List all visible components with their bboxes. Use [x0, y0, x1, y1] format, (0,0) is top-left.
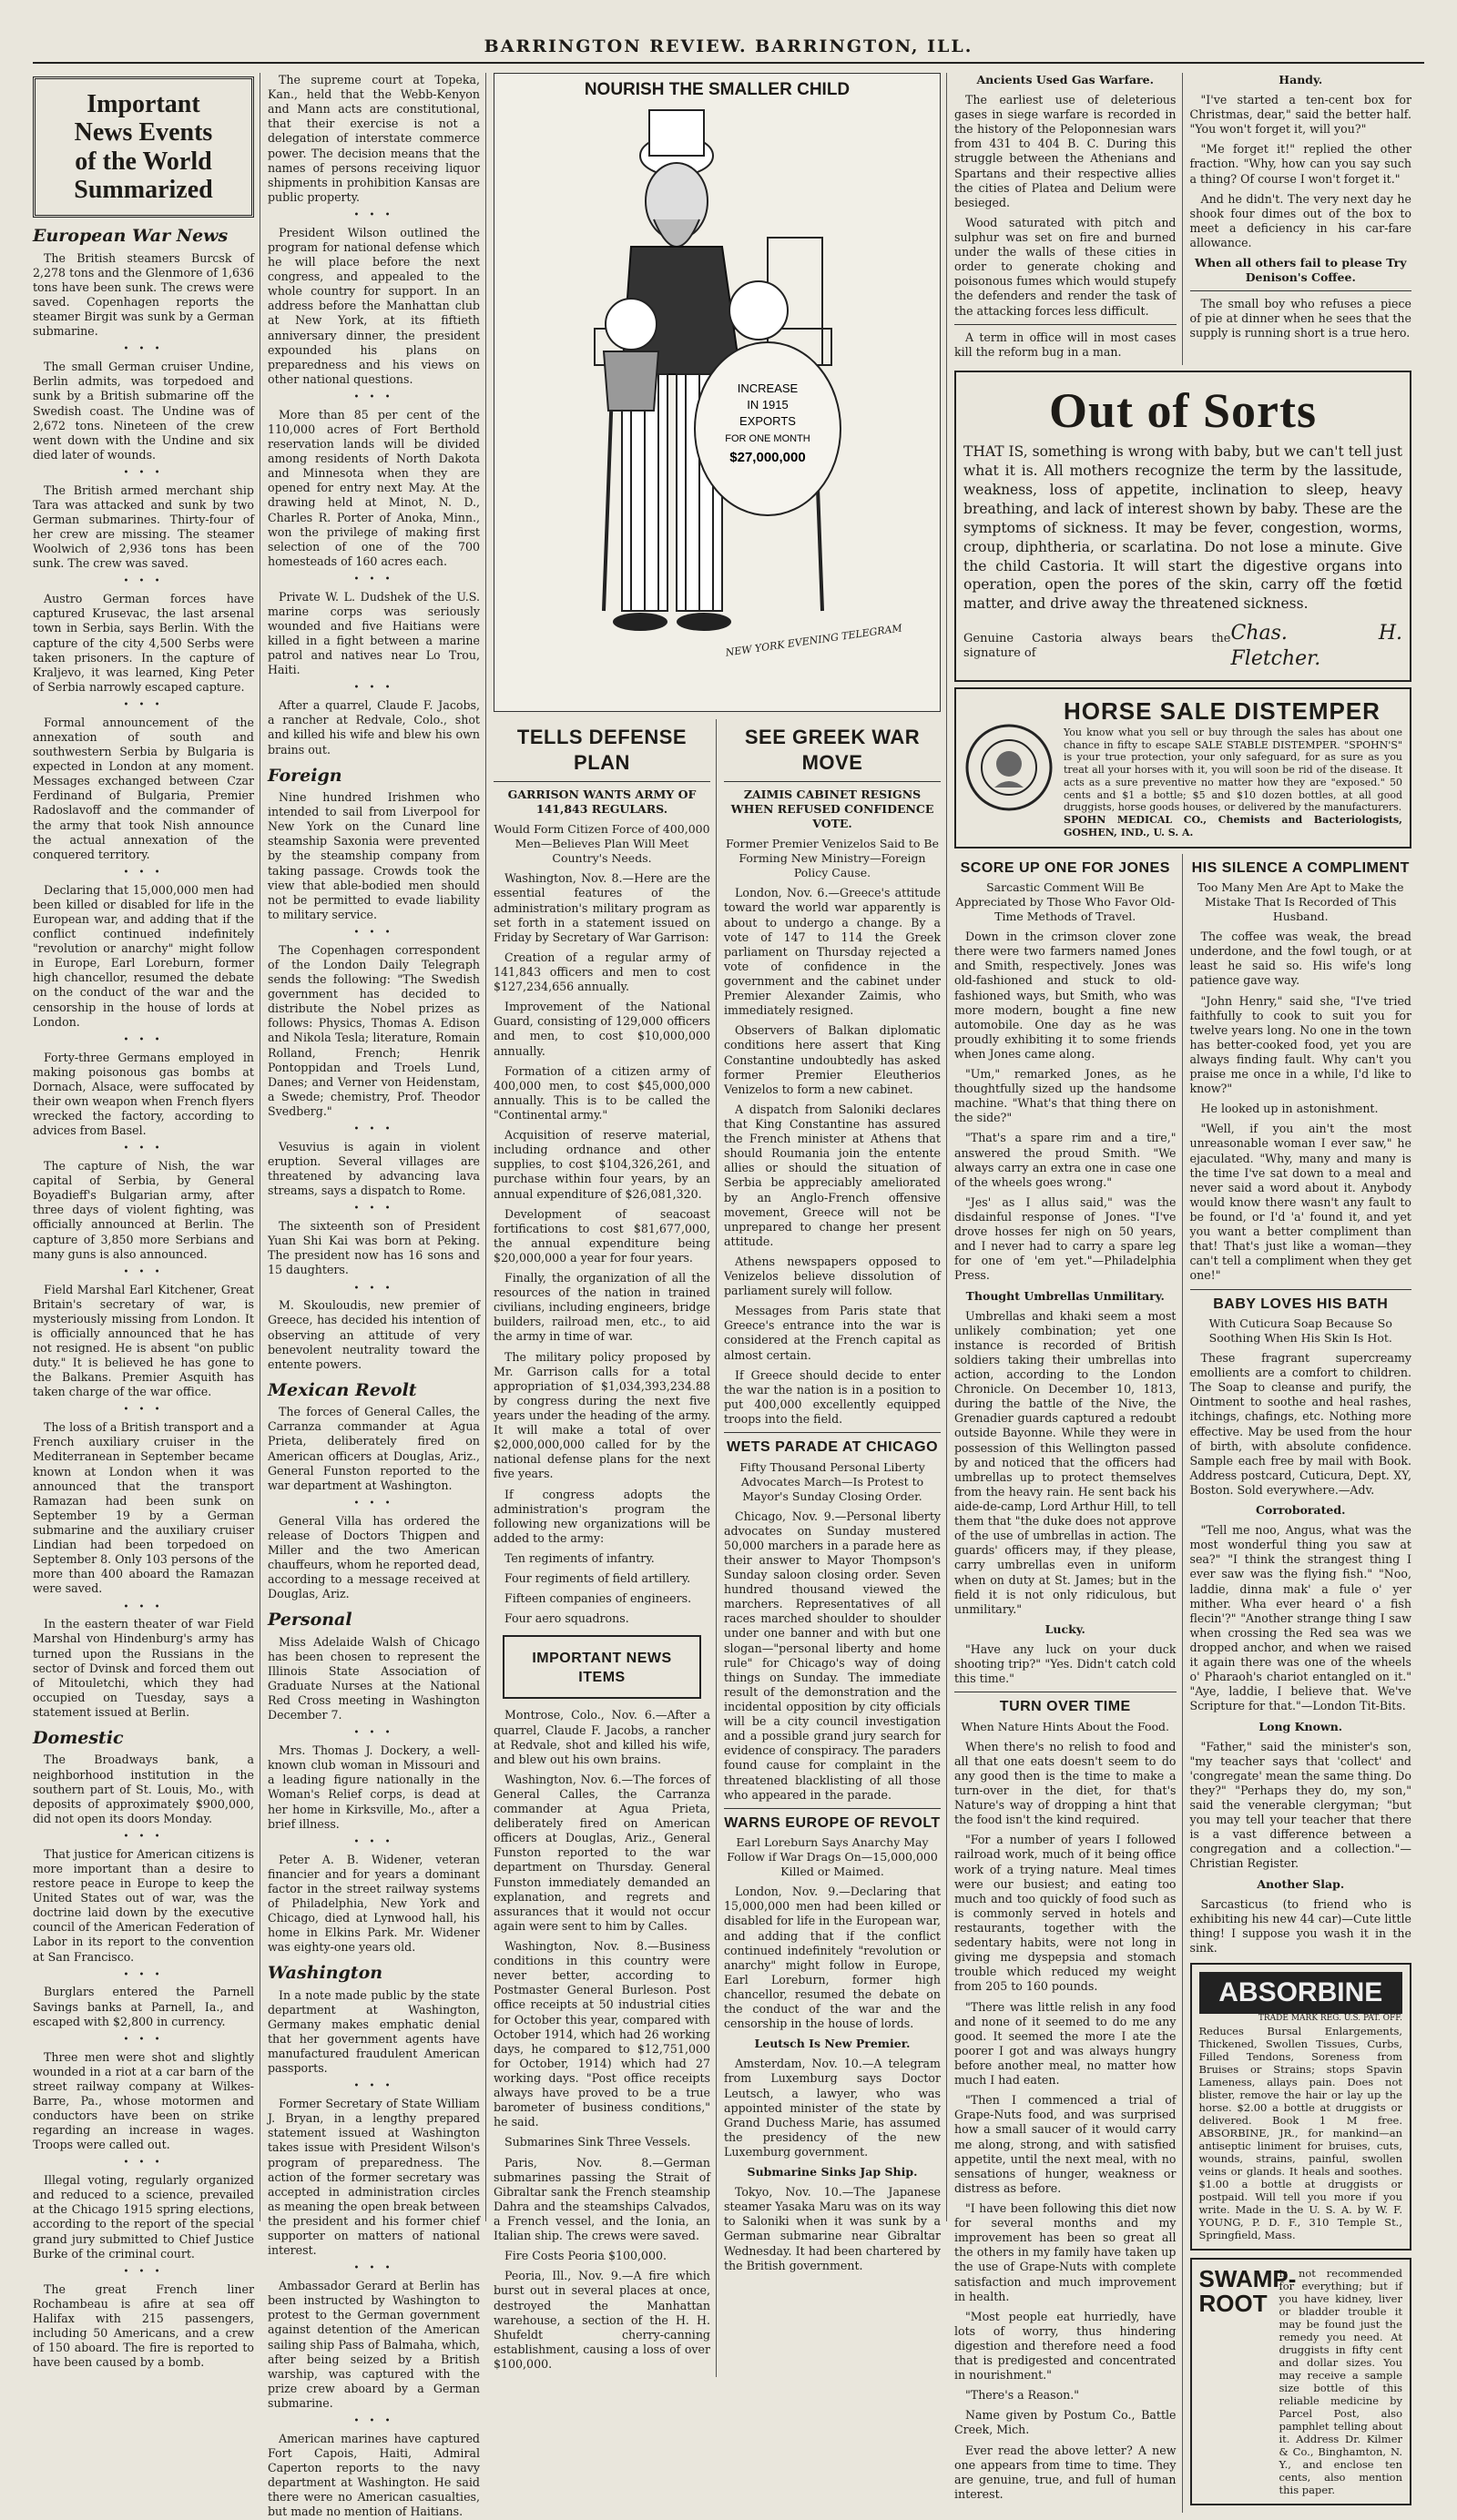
- news-paragraph: London, Nov. 9.—Declaring that 15,000,000 men had been killed or disabled for life in the European war, and adding that if the conflict continued indefinitely "revolution or anarchy" might follow in Europe, Earl Loreburn, former high chancellor, resumed the debate on the conduct of the war and the censorship in the house of lords.: [724, 1885, 941, 2031]
- news-paragraph: A dispatch from Saloniki declares that King Constantine has assured the French minister at Athens that should Roumania join the entente allies or should the situation of Serbia be appreciably ameliorated by an Anglo-French offensive movement, Greece will not be unprepared to change her present attitude.: [724, 1102, 941, 1248]
- joke-text: Sarcasticus (to friend who is exhibiting his new 44 car)—Cute little thing! I suppose you wash it in the sink.: [1189, 1896, 1411, 1955]
- important-news-heading-box: [33, 76, 254, 218]
- news-paragraph: Name given by Postum Co., Battle Creek, Mich.: [954, 2408, 1177, 2437]
- foreign-news-list: [268, 790, 480, 1372]
- spohn-maker: SPOHN MEDICAL CO., Chemists and Bacteriologists, GOSHEN, IND., U. S. A.: [1064, 814, 1402, 838]
- news-paragraph: Athens newspapers opposed to Venizelos believe dissolution of parliament surely will follow.: [724, 1254, 941, 1298]
- defense-subhead-1: GARRISON WANTS ARMY OF 141,843 REGULARS.: [507, 788, 697, 817]
- news-paragraph: Washington, Nov. 8.—Here are the essential features of the administration's military program as set forth in a statement issued on Friday by Secretary of War Garrison:: [494, 871, 710, 944]
- important-news-items-title: IMPORTANT NEWS ITEMS: [532, 1651, 672, 1685]
- separator-dots: • • •: [353, 2263, 394, 2274]
- cartoon: [494, 73, 941, 712]
- news-paragraph: Ambassador Gerard at Berlin has been instructed by Washington to protest to the German government against detention of the American sailing ship Pass of Balmaha, which, after being seized by a British warship, was captured with the prize crew aboard by a German submarine.: [268, 2279, 480, 2410]
- news-paragraph: Observers of Balkan diplomatic conditions here assert that King Constantine undoubtedly has asked former Premier Eleutherios Venizelos to form a new cabinet.: [724, 1023, 941, 1096]
- greek-subhead-2: Former Premier Venizelos Said to Be Forming New Ministry—Foreign Policy Cause.: [726, 837, 939, 880]
- heading-line-1: Important: [87, 90, 200, 118]
- column-5: [954, 854, 1183, 2514]
- spohn-title: HORSE SALE DISTEMPER: [1064, 696, 1381, 725]
- news-paragraph: Four regiments of field artillery.: [504, 1571, 691, 1586]
- separator-dots: • • •: [123, 1831, 164, 1842]
- news-paragraph: Fifteen companies of engineers.: [504, 1591, 692, 1606]
- separator-dots: • • •: [353, 209, 394, 220]
- defense-headline: TELLS DEFENSE PLAN: [516, 726, 688, 775]
- news-paragraph: The military policy proposed by Mr. Garrison calls for a total appropriation of $1,034,393,234.88 by congress during the next five years under the heading of the army. It will make a total of over $2,000,000,000 called for by the national defense plans for the next five years.: [494, 1349, 710, 1481]
- absorbine-body: Reduces Bursal Enlargements, Thickened, Swollen Tissues, Curbs, Filled Tendons, Soreness from Bruises or Strains; stops Spavin Lameness, allays pain. Does not blister, remove the hair or lay up the horse. $2.00 a bottle at druggists or delivered. Book 1 M free. ABSORBINE, JR., for mankind—an antiseptic liniment for bruises, cuts, wounds, strains, painful, swollen veins or glands. It heals and soothes. $1.00 a bottle at druggists or postpaid. Will tell you more if you write. Made in the U. S. A. by W. F. YOUNG, P. D. F., 310 Temple St., Springfield, Mass.: [1198, 2024, 1402, 2242]
- news-paragraph: The forces of General Calles, the Carranza commander at Agua Prieta, deliberately fired on American officers at Douglas, Ariz., General Funston reported to the war department at Washington.: [268, 1405, 480, 1492]
- handy-article: [1190, 93, 1412, 250]
- news-paragraph: The British steamers Burcsk of 2,278 tons and the Glenmore of 1,636 tons have been sunk. The crews were saved. Copenhagen reports the steamer Birgit was sunk by a German submarine.: [33, 250, 254, 339]
- jones-subhead: Sarcastic Comment Will Be Appreciated by Those Who Favor Old-Time Methods of Travel.: [955, 880, 1176, 924]
- news-paragraph: Forty-three Germans employed in making poisonous gas bombs at Dornach, Alsace, were suffocated by their own weapon when French flyers wrecked the factory, according to advices from Basel.: [33, 1050, 254, 1138]
- gas-column: [954, 73, 1183, 365]
- cartoon-illustration: [494, 101, 932, 684]
- handy-headline: Handy.: [1279, 73, 1323, 86]
- news-paragraph: If Greece should decide to enter the war the nation is in a position to put 400,000 excellently equipped troops into the field.: [724, 1367, 941, 1427]
- separator-dots: • • •: [123, 1034, 164, 1045]
- separator-dots: • • •: [353, 1283, 394, 1294]
- news-paragraph: More than 85 per cent of the 110,000 acres of Fort Berthold reservation lands will be divided among residents of North Dakota and Minnesota when they are opened for entry next May. At the drawing held at Minot, N. D., Charles R. Porter of Anoka, Minn., won the privilege of making first selection of one of the 700 homesteads of 160 acres each.: [268, 407, 480, 568]
- news-paragraph: "Then I commenced a trial of Grape-Nuts food, and was surprised how a small saucer of it would carry me along, strong, and with satisfied appetite, until the next meal, with no sensations of hunger, weakness or distress as before.: [954, 2093, 1177, 2195]
- heading-line-4: Summarized: [74, 176, 213, 205]
- revolt-headline: WARNS EUROPE OF REVOLT: [724, 1814, 941, 1831]
- news-paragraph: "Um," remarked Jones, as he thoughtfully sized up the handsome machine. "What's that thing there on the side?": [954, 1067, 1177, 1125]
- news-paragraph: In the eastern theater of war Field Marshal von Hindenburg's army has turned upon the Russians in the sector of Dvinsk and forced them out of Mitouletchi, which they had occupied on Tuesday, says a statement issued at Berlin.: [33, 1617, 254, 1720]
- cartoon-title: NOURISH THE SMALLER CHILD: [584, 80, 851, 99]
- absorbine-tm: TRADE MARK REG. U.S. PAT. OFF.: [1258, 2014, 1402, 2024]
- washington-top-list: [268, 73, 480, 757]
- silence-article: [1190, 930, 1412, 1284]
- spohn-body: You know what you sell or buy through the sales has about one chance in fifty to escape SALE STABLE DISTEMPER. "SPOHN'S" is your true protection, your only safeguard, for as sure as you treat all your horses with it, you will soon be rid of the disease. It acts as a sure preventive no matter how they are "exposed." 50 cents and $1 a bottle; $5 and $10 dozen bottles, at all good druggists, horse goods houses, or delivered by the manufacturers.: [1064, 726, 1402, 814]
- news-paragraph: "There was little relish in any food and none of it seemed to do me any good. It seemed the more I ate the poorer I got and was always hungry before another meal, no matter how much I had eaten.: [954, 1999, 1177, 2088]
- section-mexican: Mexican Revolt: [268, 1379, 417, 1400]
- news-paragraph: Fire Costs Peoria $100,000.: [504, 2249, 667, 2263]
- separator-dots: • • •: [123, 467, 164, 478]
- news-paragraph: Illegal voting, regularly organized and reduced to a science, prevailed at the Chicago 1915 spring elections, according to the report of the special grand jury submitted to Chief Justice Burke of the criminal court.: [33, 2173, 254, 2261]
- news-paragraph: "I have been following this diet now for several months and my improvement has been so great all the others in my family have taken up the use of Grape-Nuts with complete satisfaction and much improvement in health.: [954, 2200, 1177, 2303]
- news-paragraph: Austro German forces have captured Krusevac, the last arsenal town in Serbia, says Berlin. With the capture of the city 4,500 Serbs were taken prisoners. In the capture of Kraljevo, it was learned, King Peter of Serbia narrowly escaped capture.: [33, 592, 254, 694]
- separator-dots: • • •: [123, 2266, 164, 2277]
- news-paragraph: Formal announcement of the annexation of south and southwestern Serbia by Bulgaria is expected in London at any moment. Messages exchanged between Czar Ferdinand of Bulgaria, Premier Radoslavoff and the commander of the army that took Nish announce the actual annexation of the conquered territory.: [33, 715, 254, 861]
- news-paragraph: "Well, if you ain't the most unreasonable woman I ever saw," he ejaculated. "Why, many and many is the time I've sat down to a meal and never said a word about it. Anybody would know there wasn't any fault to be found, or I'd 'a' found it, and yet you want a better compliment than that! That's just like a woman—they can't tell a compliment when they get one!": [1189, 1122, 1411, 1283]
- food-article: [954, 1740, 1177, 2502]
- news-paragraph: The sixteenth son of President Yuan Shi Kai was born at Peking. The president now has 16 sons and 15 daughters.: [268, 1219, 480, 1277]
- jones-article: [954, 930, 1177, 1284]
- castoria-title: Out of Sorts: [1049, 382, 1317, 438]
- separator-dots: • • •: [353, 1728, 394, 1739]
- leutsch-headline: Leutsch Is New Premier.: [754, 2037, 911, 2051]
- news-paragraph: Private W. L. Dudshek of the U.S. marine corps was seriously wounded and five Haitians were killed in a fight between a marine patrol and natives near Lo Trou, Haiti.: [268, 589, 480, 677]
- columns: [33, 73, 1424, 2519]
- castoria-sig-label: Genuine Castoria always bears the signature of: [963, 631, 1231, 661]
- sack-line-4: FOR ONE MONTH: [725, 433, 810, 445]
- swamp-root-title: SWAMP-ROOT: [1198, 2265, 1297, 2318]
- sack-line-1: INCREASE: [737, 381, 799, 396]
- column-5-6: [954, 73, 1417, 2501]
- separator-dots: • • •: [353, 1836, 394, 1847]
- separator-dots: • • •: [353, 391, 394, 402]
- news-paragraph: The coffee was weak, the bread underdone, and the fowl tough, or at least he said so. His wife's long patience gave way.: [1189, 930, 1411, 988]
- handy-filler: The small boy who refuses a piece of pie at dinner when he sees that the supply is running short is a true hero.: [1189, 297, 1411, 340]
- castoria-signature-row: [963, 621, 1402, 672]
- news-paragraph: "Jes' as I allus said," was the disdainful response of Jones. "I've drove hosses fer nigh on 50 years, and I never had to carry a spare leg for one of 'em yet."—Philadelphia Press.: [954, 1194, 1177, 1283]
- joke-title: Another Slap.: [1257, 1876, 1345, 1891]
- leutsch-article: Amsterdam, Nov. 10.—A telegram from Luxemburg says Doctor Leutsch, a lawyer, who was appointed minister of the state by Grand Duchess Marie, has assumed the presidency of the new Luxemburg government.: [724, 2057, 941, 2159]
- news-paragraph: He looked up in astonishment.: [1200, 1102, 1379, 1116]
- news-paragraph: Declaring that 15,000,000 men had been killed or disabled for life in the European war, and adding that if the conflict continued indefinitely "revolution or anarchy" might follow in Europe, Earl Loreburn, former high chancellor, resumed the debate on the conduct of the war and the censorship in the house of lords at London.: [33, 882, 254, 1029]
- news-paragraph: If congress adopts the administration's program the following new organizations will be added to the army:: [494, 1487, 710, 1545]
- news-paragraph: Peter A. B. Widener, veteran financier and for years a dominant factor in the street railway systems of Philadelphia, New York and Chicago, died at Lynwood hall, his home in Elkins Park. Mr. Widener was eighty-one years old.: [268, 1852, 480, 1955]
- defense-subhead-2: Would Form Citizen Force of 400,000 Men—Believes Plan Will Meet Country's Needs.: [494, 822, 710, 866]
- section-personal: Personal: [268, 1610, 352, 1631]
- sack-line-3: EXPORTS: [739, 414, 796, 429]
- news-paragraph: Burglars entered the Parnell Savings banks at Parnell, Ia., and escaped with $2,800 in currency.: [33, 1985, 254, 2028]
- section-domestic: Domestic: [33, 1728, 124, 1749]
- separator-dots: • • •: [353, 1204, 394, 1214]
- wets-article: [724, 1509, 941, 1803]
- section-european: European War News: [33, 226, 229, 247]
- news-paragraph: Down in the crimson clover zone there were two farmers named Jones and Smith, respectively. Jones was old-fashioned and stuck to old-fashioned ways, but Smith, who was more modern, bought a fine new automobile. One day as he was proudly exhibiting it to some friends when Jones came along.: [954, 930, 1177, 1061]
- cartoon-credit: NEW YORK EVENING TELEGRAM: [725, 622, 903, 659]
- column-4: [724, 719, 941, 2377]
- japship-headline: Submarine Sinks Jap Ship.: [747, 2165, 918, 2180]
- separator-dots: • • •: [123, 576, 164, 587]
- joke-title: Long Known.: [1258, 1719, 1343, 1733]
- news-paragraph: After a quarrel, Claude F. Jacobs, a rancher at Redvale, Colo., shot and killed his wife and blew his own brains out.: [268, 698, 480, 757]
- news-paragraph: Development of seacoast fortifications to cost $81,677,000, the annual expenditure being $20,000,000 a year for four years.: [494, 1206, 710, 1265]
- gas-article: [954, 93, 1177, 319]
- news-paragraph: Washington, Nov. 8.—Business conditions in this country were never better, according to Postmaster General Burleson. Post office receipts at 50 industrial cities for October this year, compared with October 1914, which had 26 working days, he compared to $12,751,000 for October, 1914) which had 27 working days. "Post office receipts always have proved to be a true barometer of business conditions," he said.: [494, 1939, 710, 2129]
- news-paragraph: "For a number of years I followed railroad work, much of it being office work of a trying nature. Meal times were our busiest; and eating too much and too quickly of food such as is commonly served in hotels and restaurants, together with the sedentary habits, were not long in giving me dyspepsia and stomach trouble which reduced my weight from 205 to 160 pounds.: [954, 1833, 1177, 1994]
- news-paragraph: The Broadways bank, a neighborhood institution in the southern part of St. Louis, Mo., with deposits of approximately $900,000, did not open its doors Monday.: [33, 1753, 254, 1825]
- news-paragraph: The capture of Nish, the war capital of Serbia, by General Boyadieff's Bulgarian army, after three days of violent fighting, was officially announced at Berlin. The capture of 3,850 more Serbians and many guns is also announced.: [33, 1159, 254, 1261]
- separator-dots: • • •: [123, 344, 164, 355]
- news-paragraph: The Copenhagen correspondent of the London Daily Telegraph sends the following: "The Swedish government has decided to distribute the Nobel prizes as follows: Physics, Thomas A. Edison and Nikola Tesla; literature, Romain Rolland, French; Henrik Pontoppidan and Troels Lund, Danes; and Verner von Heidenstam, a Swede; chemistry, Prof. Theodor Svedberg.": [268, 942, 480, 1118]
- gas-headline: Ancients Used Gas Warfare.: [976, 73, 1154, 86]
- news-paragraph: That justice for American citizens is more important than a desire to restore peace in Europe to keep the United States out of war, was the doctrine laid down by the executive council of the American Federation of Labor in its report to the convention at San Francisco.: [33, 1846, 254, 1964]
- news-paragraph: Formation of a citizen army of 400,000 men, to cost $45,000,000 annually. This is to be called the "Continental army.": [494, 1063, 710, 1122]
- separator-dots: • • •: [353, 1124, 394, 1135]
- joke-text: "Tell me noo, Angus, what was the most wonderful thing you saw at sea?" "I think the strangest thing I ever saw was the flying fish." "Noo, laddie, dinna mak' a fule o' yer mither. Wha ever heard o' a fish flecin'?" "Another strange thing I saw when crossing the Red sea was we dropped anchor, and when we raised it again there was one of the wheels o' Pharaoh's chariot entangled on it." "Aye, laddie, I believe that. We've Scripture for that."—London Tit-Bits.: [1189, 1523, 1411, 1713]
- absorbine-title: ABSORBINE: [1199, 1972, 1403, 2014]
- joke-text: "Father," said the minister's son, "my teacher says that 'collect' and 'congregate' mean the same thing. Do they?" "Perhaps they do, my son," said the venerable clergyman; "but you may tell your teacher that there is a vast difference between a congregation and a collection."—Christian Register.: [1189, 1739, 1411, 1871]
- japship-article: Tokyo, Nov. 10.—The Japanese steamer Yasaka Maru was on its way to Saloniki when it was sunk by a German submarine near Gibraltar Wednesday. It had been chartered by the British government.: [724, 2185, 941, 2272]
- sack-line-5: $27,000,000: [729, 450, 806, 466]
- section-washington: Washington: [268, 1963, 383, 1984]
- news-paragraph: And he didn't. The very next day he shook four dimes out of the box to meet a deficiency in his car-fare allowance.: [1189, 191, 1411, 249]
- jokes-list: [1190, 1503, 1412, 1956]
- greek-article: [724, 886, 941, 1427]
- spohn-seal-icon: [963, 722, 1055, 813]
- news-paragraph: Submarines Sink Three Vessels.: [504, 2135, 691, 2149]
- column-3-4: [494, 73, 947, 2371]
- news-paragraph: Montrose, Colo., Nov. 6.—After a quarrel, Claude F. Jacobs, a rancher at Redvale, shot and killed his wife, and blew out his own brains.: [494, 1708, 710, 1766]
- separator-dots: • • •: [353, 927, 394, 938]
- news-paragraph: Three men were shot and slightly wounded in a riot at a car barn of the street railway company at Wilkes-Barre, Pa., whose motormen and conductors have been on strike regarding an increase in wages. Troops were called out.: [33, 2049, 254, 2152]
- news-paragraph: Nine hundred Irishmen who intended to sail from Liverpool for New York on the Cunard line steamship Saxonia were prevented by the steamship company from taking passage. Crowds took the view that able-bodied men should not be permitted to evade liability to military service.: [268, 789, 480, 921]
- news-paragraph: "Most people eat hurriedly, have lots of worry, thus hindering digestion and therefore need a food that is predigested and concentrated in nourishment.": [954, 2309, 1177, 2383]
- european-news-list: [33, 251, 254, 1720]
- spohn-ad: [954, 687, 1411, 848]
- jones-headline: SCORE UP ONE FOR JONES: [960, 859, 1170, 876]
- wets-headline: WETS PARADE AT CHICAGO: [726, 1439, 939, 1456]
- news-paragraph: General Villa has ordered the release of Doctors Thigpen and Miller and the two American chauffeurs, whom he reported dead, according to a message received at Douglas, Ariz.: [268, 1513, 480, 1601]
- section-foreign: Foreign: [268, 765, 342, 786]
- column-6: [1190, 854, 1412, 2514]
- swamp-root-ad: [1190, 2258, 1412, 2505]
- news-paragraph: "That's a spare rim and a tire," answered the proud Smith. "We always carry an extra one in case one of the wheels goes wrong.": [954, 1131, 1177, 1189]
- separator-dots: • • •: [123, 867, 164, 878]
- news-paragraph: "John Henry," said she, "I've tried faithfully to cook to suit you for twelve years long. No one in the town has better-cooked food, yet you are always finding fault. Why can't you praise me once in a while, I'd like to know?": [1189, 993, 1411, 1096]
- spohn-text: [1064, 696, 1402, 839]
- castoria-body: THAT IS, something is wrong with baby, but we can't tell just what it is. All mothers recognize the term by the lassitude, weakness, loss of appetite, inclination to sleep, heavy breathing, and lack of interest shown by baby. These are the symptoms of sickness. It may be fever, congestion, worms, croup, diphtheria, or scarlatina. Do not lose a minute. Give the child Castoria. It will start the digestive organs into operation, open the pores of the skin, carry off the fœtid matter, and drive away the threatened sickness.: [963, 442, 1402, 613]
- separator-dots: • • •: [123, 2034, 164, 2045]
- important-items-article: [494, 1708, 710, 2372]
- news-paragraph: Paris, Nov. 8.—German submarines passing the Strait of Gibraltar sank the French steamship Dahra and the steamships Calvados, a French vessel, and the Ionia, an Italian ship. The crews were saved.: [494, 2155, 710, 2243]
- important-news-items-box: [503, 1635, 701, 1699]
- separator-dots: • • •: [123, 1969, 164, 1980]
- sack-line-2: IN 1915: [747, 398, 789, 412]
- news-paragraph: The loss of a British transport and a French auxiliary cruiser in the Mediterranean in September became known at London when it was announced that the transport Ramazan had been sunk on September 19 by a German submarine and the auxiliary cruiser Lindian had been torpedoed on September 8. Only 103 persons of the more than 400 aboard the Ramazan were saved.: [33, 1420, 254, 1596]
- bath-subhead: With Cuticura Soap Because So Soothing When His Skin Is Hot.: [1208, 1316, 1392, 1346]
- news-paragraph: Four aero squadrons.: [504, 1611, 629, 1626]
- news-paragraph: Acquisition of reserve material, including ordnance and other supplies, to cost $104,326,261, and purchase within four years, by an annual expenditure of $26,081,320.: [494, 1128, 710, 1201]
- swamp-root-body: is not recommended for everything; but if you have kidney, liver or bladder trouble it may be found just the remedy you need. At druggists in fifty cent and dollar sizes. You may receive a sample size bottle of this reliable medicine by Parcel Post, also pamphlet telling about it. Address Dr. Kilmer & Co., Binghamton, N. Y., and enclose ten cents, also mention this paper.: [1279, 2267, 1402, 2497]
- news-paragraph: Former Secretary of State William J. Bryan, in a lengthy prepared statement issued at Washington takes issue with President Wilson's program of preparedness. The action of the former secretary was accepted in administration circles as meaning the open break between the president and his former chief supporter on matters of national interest.: [268, 2097, 480, 2258]
- news-paragraph: Wood saturated with pitch and sulphur was set on fire and burned under the walls of these cities in order to generate choking and poisonous fumes which would stupefy the defenders and render the task of the attacking forces less difficult.: [954, 215, 1177, 318]
- news-paragraph: "Me forget it!" replied the other fraction. "Why, how can you say such a thing? Of course I won't forget it.": [1189, 142, 1411, 186]
- news-paragraph: Improvement of the National Guard, consisting of 129,000 officers and men, to cost $10,000,000 annually.: [494, 1000, 710, 1058]
- separator-dots: • • •: [353, 1498, 394, 1509]
- masthead: BARRINGTON REVIEW. BARRINGTON, ILL.: [33, 36, 1424, 64]
- heading-line-3: of the World: [75, 147, 212, 176]
- heading-line-2: News Events: [74, 118, 213, 147]
- silence-subhead: Too Many Men Are Apt to Make the Mistake That Is Recorded of This Husband.: [1197, 880, 1404, 924]
- separator-dots: • • •: [123, 1405, 164, 1416]
- umbrella-headline: Thought Umbrellas Unmilitary.: [965, 1288, 1165, 1303]
- revolt-article: [724, 1885, 941, 2031]
- news-paragraph: The supreme court at Topeka, Kan., held that the Webb-Kenyon and Mann acts are constitutional, that their exercise is not a delegation of interstate commerce power. The decision means that the names of persons receiving liquor shipments in prohibition Kansas are public property.: [268, 73, 480, 204]
- news-paragraph: The British armed merchant ship Tara was attacked and sunk by two German submarines. Thirty-four of her crew are missing. The steamer Woolwich of 2,936 tons has been sunk. The crew was saved.: [33, 483, 254, 571]
- news-paragraph: Vesuvius is again in violent eruption. Several villages are threatened by advancing lava streams, says a dispatch to Rome.: [268, 1139, 480, 1198]
- separator-dots: • • •: [353, 574, 394, 584]
- coffee-ad: When all others fail to please Try Denison's Coffee.: [1194, 256, 1407, 285]
- news-paragraph: President Wilson outlined the program for national defense which he will place before the next congress, and appealed to the whole country for support. In an address before the Manhattan club at New York, at its fiftieth anniversary dinner, the president expounded his plans on preparedness and his views on other national questions.: [268, 225, 480, 386]
- silence-headline: HIS SILENCE A COMPLIMENT: [1191, 859, 1410, 876]
- news-paragraph: The earliest use of deleterious gases in siege warfare is recorded in the history of the Peloponnesian wars from 431 to 404 B. C. During this struggle between the Athenians and Spartans and their respective allies the cities of Platea and Delium were besieged.: [954, 93, 1177, 209]
- separator-dots: • • •: [353, 683, 394, 694]
- column-3: [494, 719, 717, 2377]
- defense-article: [494, 871, 710, 1626]
- column-2: [268, 73, 486, 2519]
- castoria-signature: Chas. H. Fletcher.: [1230, 622, 1402, 671]
- news-paragraph: Mrs. Thomas J. Dockery, a well-known club woman in Missouri and a leading figure nationally in the Woman's Relief corps, is dead at her home in Kirksville, Mo., after a brief illness.: [268, 1743, 480, 1831]
- umbrella-article: Umbrellas and khaki seem a most unlikely combination; yet one instance is recorded of British soldiers taking their umbrellas into action, according to the London Chronicle. On December 10, 1813, during the battle of the Nive, the Grenadier guards captured a redoubt outside Bayonne. While they were in possession of this Wellington passed by and noticed that the officers had umbrellas up to protect themselves from the heavy rain. He sent back his aide-de-camp, Lord Arthur Hill, to tell them that "the duke does not approve of the use of umbrellas in action. The guards' officers may, if they please, carry umbrellas even in uniform when on duty at St. James; but in the field it is not only ridiculous, but unmilitary.": [954, 1308, 1177, 1616]
- news-paragraph: In a note made public by the state department at Washington, Germany makes emphatic denial that her government agents have manufactured fraudulent American passports.: [268, 1987, 480, 2076]
- bath-article: These fragrant supercreamy emollients are a comfort to children. The Soap to cleanse and purify, the Ointment to soothe and heal rashes, itchings, chafings, etc. Nothing more effective. May be used from the hour of birth, with absolute confidence. Sample each free by mail with Book. Address postcard, Cuticura, Dept. XY, Boston. Sold everywhere.—Adv.: [1189, 1351, 1411, 1498]
- news-paragraph: Peoria, Ill., Nov. 9.—A fire which burst out in several places at once, destroyed the Manhattan warehouse, a section of the H. H. Shufeldt cherry-canning establishment, causing a loss of over $100,000.: [494, 2269, 710, 2371]
- food-subhead: When Nature Hints About the Food.: [961, 1719, 1170, 1733]
- news-paragraph: Finally, the organization of all the resources of the nation in trained civilians, including engineers, bridge builders, railroad men, etc., to aid the army in time of war.: [494, 1271, 710, 1344]
- news-paragraph: "There's a Reason.": [965, 2388, 1080, 2403]
- revolt-subhead: Earl Loreburn Says Anarchy May Follow if War Drags On—15,000,000 Killed or Maimed.: [727, 1835, 938, 1879]
- news-paragraph: Ever read the above letter? A new one appears from time to time. They are genuine, true, and full of human interest.: [954, 2443, 1177, 2501]
- news-paragraph: Field Marshal Earl Kitchener, Great Britain's secretary of war, is mysteriously missing from London. It is officially announced that he has not resigned. He is absent "on public duty." It is believed he has gone to the Balkans. Premier Asquith has taken charge of the war office.: [33, 1282, 254, 1399]
- separator-dots: • • •: [123, 699, 164, 710]
- top-shorts: [954, 73, 1411, 365]
- bottom-columns: [954, 854, 1411, 2514]
- news-paragraph: When there's no relish to food and all that one eats doesn't seem to do any good then is the time to make a turn-over in the diet, for that's Nature's way of dropping a hint that the food isn't the kind required.: [954, 1739, 1177, 1827]
- subcolumns: [494, 719, 941, 2377]
- news-paragraph: M. Skouloudis, new premier of Greece, has decided his intention of observing an attitude of very benevolent neutrality toward the entente powers.: [268, 1298, 480, 1371]
- news-paragraph: American marines have captured Fort Capois, Haiti, Admiral Caperton reports to the navy department at Washington. He said there were no American casualties, but made no mention of Haitians.: [268, 2431, 480, 2519]
- joke-title: Corroborated.: [1256, 1503, 1346, 1518]
- greek-headline: SEE GREEK WAR MOVE: [744, 726, 921, 775]
- mexican-news-list: [268, 1405, 480, 1601]
- handy-column: [1190, 73, 1412, 365]
- absorbine-ad: [1190, 1963, 1412, 2251]
- news-paragraph: London, Nov. 6.—Greece's attitude toward the world war apparently is about to undergo a change. By a vote of 147 to 114 the Greek parliament on Thursday rejected a vote of confidence in the government and the cabinet under Premier Alexander Zaimis, who immediately resigned.: [724, 886, 941, 1018]
- personal-news-list: [268, 1635, 480, 1956]
- news-paragraph: "I've started a ten-cent box for Christmas, dear," said the better half. "You won't forget it, will you?": [1189, 93, 1411, 137]
- separator-dots: • • •: [353, 2416, 394, 2427]
- news-paragraph: Ten regiments of infantry.: [504, 1551, 655, 1566]
- news-paragraph: Messages from Paris state that Greece's entrance into the war is considered at the French capital as almost certain.: [724, 1304, 941, 1362]
- lucky-headline: Lucky.: [1044, 1621, 1085, 1636]
- separator-dots: • • •: [123, 2158, 164, 2169]
- separator-dots: • • •: [123, 1143, 164, 1154]
- bath-headline: BABY LOVES HIS BATH: [1213, 1296, 1389, 1312]
- wets-subhead: Fifty Thousand Personal Liberty Advocates March—Is Protest to Mayor's Sunday Closing Order.: [739, 1459, 925, 1503]
- separator-dots: • • •: [123, 1266, 164, 1277]
- separator-dots: • • •: [123, 1601, 164, 1612]
- greek-subhead-1: ZAIMIS CABINET RESIGNS WHEN REFUSED CONFIDENCE VOTE.: [730, 788, 934, 831]
- washington-news-list: [268, 1988, 480, 2520]
- column-1: [33, 73, 260, 2370]
- castoria-ad: [954, 371, 1411, 682]
- news-paragraph: Creation of a regular army of 141,843 officers and men to cost $127,234,656 annually.: [494, 950, 710, 994]
- news-paragraph: The small German cruiser Undine, Berlin admits, was torpedoed and sunk by a British submarine off the Swedish coast. The Undine was of 2,672 tons. Nineteen of the crew went down with the Undine and six died later of wounds.: [33, 360, 254, 462]
- separator-dots: • • •: [353, 2081, 394, 2092]
- lucky-article: "Have any luck on your duck shooting trip?" "Yes. Didn't catch cold this time.": [954, 1641, 1177, 1686]
- news-paragraph: The great French liner Rochambeau is afire at sea off Halifax with 215 passengers, including 50 Americans, and a crew of 150 aboard. The fire is reported to have been caused by a bomb.: [33, 2281, 254, 2370]
- domestic-news-list: [33, 1753, 254, 2370]
- news-paragraph: Washington, Nov. 6.—The forces of General Calles, the Carranza commander at Agua Prieta, deliberately fired on American officers at Douglas, Ariz., General Funston reported to the war department on Thursday. General Funston immediately demanded an explanation, and regrets and assurances that it would not occur again were sent to him by Calles.: [494, 1772, 710, 1933]
- news-paragraph: Chicago, Nov. 9.—Personal liberty advocates on Sunday mustered 50,000 marchers in a parade here as their answer to Mayor Thompson's Sunday saloon closing order. Seven hundred thousand viewed the marchers. Representatives of all races marched shoulder to shoulder under one banner and with but one slogan—"personal liberty and home rule" for Chicago's way of doing things on Sunday. The immediate result of the demonstration and the incidental opposition by city officials will be a city council investigation and a possible grand jury search for evidence of conspiracy. The paraders found cause for complaint in the threatened blacklisting of all those who appeared in the parade.: [724, 1509, 941, 1802]
- news-paragraph: Miss Adelaide Walsh of Chicago has been chosen to represent the Illinois State Association of Graduate Nurses at the National Red Cross meeting in Washington December 7.: [268, 1634, 480, 1722]
- food-headline: TURN OVER TIME: [999, 1699, 1131, 1715]
- gas-filler: A term in office will in most cases kill the reform bug in a man.: [954, 330, 1177, 359]
